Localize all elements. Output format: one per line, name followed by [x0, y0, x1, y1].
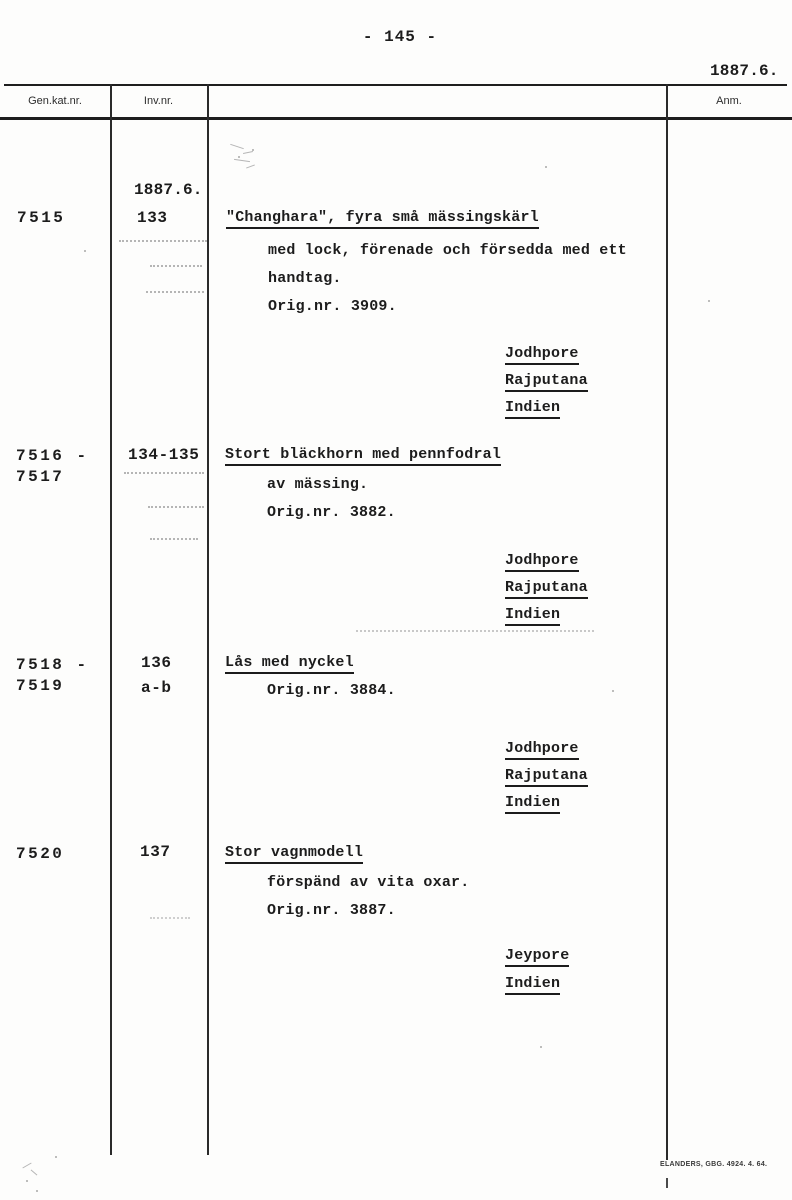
entry-1-inv-year: 1887.6. — [134, 181, 203, 199]
dotted-leader — [150, 917, 190, 919]
entry-1-provenance-line: Jodhpore — [505, 344, 579, 363]
entry-2-body-line: Orig.nr. 3882. — [267, 504, 396, 521]
entry-2-body-line: av mässing. — [267, 476, 369, 493]
dotted-leader — [124, 472, 204, 474]
column-header-anm: Anm. — [716, 95, 742, 107]
entry-2-gen-kat-nr: 7517 — [16, 468, 65, 486]
stray-ink-mark — [666, 1178, 668, 1188]
column-divider-3 — [666, 84, 668, 1160]
column-divider-2 — [207, 84, 209, 1155]
entry-4-body-line: förspänd av vita oxar. — [267, 874, 470, 891]
printer-mark: ELANDERS, GBG. 4924. 4. 64. — [660, 1161, 768, 1168]
entry-1-title: "Changhara", fyra små mässingskärl — [226, 208, 539, 227]
entry-2-gen-kat-nr: 7516 - — [16, 447, 89, 465]
entry-2-title: Stort bläckhorn med pennfodral — [225, 445, 501, 464]
entry-3-gen-kat-nr: 7518 - — [16, 656, 89, 674]
entry-3-inv-nr: 136 — [141, 654, 172, 672]
entry-3-provenance-line: Indien — [505, 793, 560, 812]
dotted-leader — [356, 630, 594, 632]
entry-2-inv-nr: 134-135 — [128, 446, 200, 464]
dotted-leader — [119, 240, 207, 242]
column-divider-1 — [110, 84, 112, 1155]
dotted-leader — [150, 538, 198, 540]
dotted-leader — [148, 506, 204, 508]
entry-1-provenance-line: Indien — [505, 398, 560, 417]
entry-3-inv-nr: a-b — [141, 679, 172, 697]
entry-3-gen-kat-nr: 7519 — [16, 677, 65, 695]
dotted-leader — [146, 291, 204, 293]
table-top-border — [4, 84, 787, 86]
entry-1-body-line: med lock, förenade och försedda med ett — [268, 242, 627, 259]
page-number: - 145 - — [362, 28, 438, 46]
entry-2-provenance-line: Jodhpore — [505, 551, 579, 570]
entry-3-body-line: Orig.nr. 3884. — [267, 682, 396, 699]
table-header-underline — [0, 117, 792, 120]
entry-4-title: Stor vagnmodell — [225, 843, 363, 862]
dotted-leader — [150, 265, 202, 267]
year-heading: 1887.6. — [710, 62, 779, 80]
entry-1-provenance-line: Rajputana — [505, 371, 588, 390]
column-header-inv-nr: Inv.nr. — [143, 95, 174, 107]
entry-4-body-line: Orig.nr. 3887. — [267, 902, 396, 919]
column-header-gen-kat-nr: Gen.kat.nr. — [28, 95, 82, 107]
entry-4-provenance-line: Indien — [505, 974, 560, 993]
entry-3-title: Lås med nyckel — [225, 653, 354, 672]
entry-1-inv-nr: 133 — [137, 209, 168, 227]
entry-1-gen-kat-nr: 7515 — [17, 209, 66, 227]
entry-3-provenance-line: Rajputana — [505, 766, 588, 785]
entry-1-body-line: Orig.nr. 3909. — [268, 298, 397, 315]
entry-1-body-line: handtag. — [268, 270, 342, 287]
entry-4-gen-kat-nr: 7520 — [16, 845, 65, 863]
entry-2-provenance-line: Indien — [505, 605, 560, 624]
entry-4-provenance-line: Jeypore — [505, 946, 569, 965]
entry-2-provenance-line: Rajputana — [505, 578, 588, 597]
entry-4-inv-nr: 137 — [140, 843, 171, 861]
entry-3-provenance-line: Jodhpore — [505, 739, 579, 758]
